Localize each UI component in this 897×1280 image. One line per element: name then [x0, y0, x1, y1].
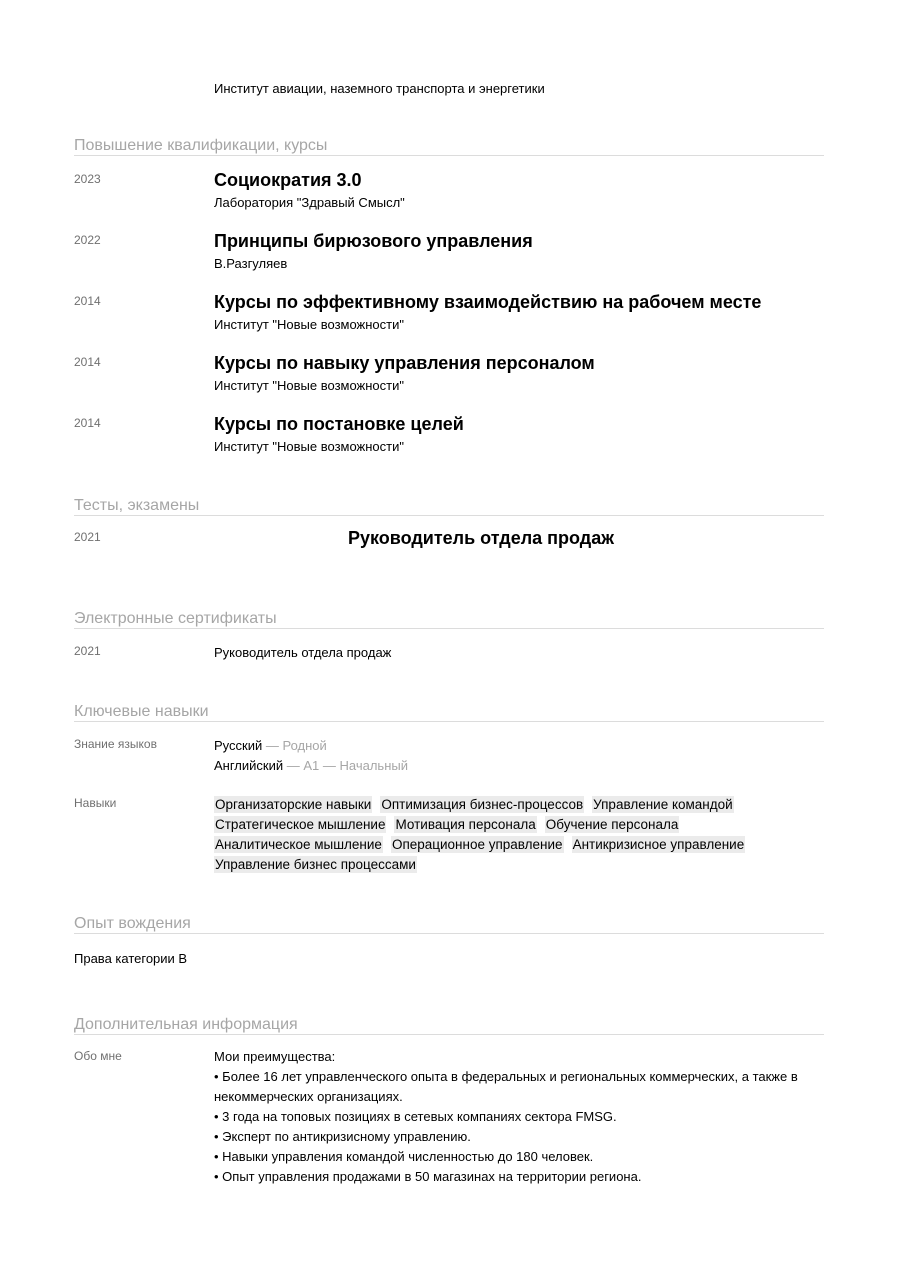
- course-title: Социократия 3.0: [214, 170, 362, 190]
- course-year: 2023: [74, 172, 101, 186]
- course-org: Институт "Новые возможности": [214, 317, 404, 332]
- course-org: В.Разгуляев: [214, 256, 288, 271]
- additional-heading: Дополнительная информация: [74, 1015, 824, 1035]
- tests-heading: Тесты, экзамены: [74, 496, 824, 516]
- education-institute: Институт авиации, наземного транспорта и энергетики: [214, 81, 545, 96]
- certificates-heading: Электронные сертификаты: [74, 609, 824, 629]
- course-org: Институт "Новые возможности": [214, 378, 404, 393]
- course-year: 2014: [74, 294, 101, 308]
- about-label: Обо мне: [74, 1049, 122, 1063]
- courses-heading: Повышение квалификации, курсы: [74, 136, 824, 156]
- course-title: Курсы по постановке целей: [214, 414, 464, 434]
- language-level: — Родной: [265, 738, 327, 753]
- about-line: • 3 года на топовых позициях в сетевых компаниях сектора FMSG.: [214, 1109, 617, 1124]
- course-org: Институт "Новые возможности": [214, 439, 404, 454]
- skills-heading: Ключевые навыки: [74, 702, 824, 722]
- about-line: • Опыт управления продажами в 50 магазинах на территории региона.: [214, 1169, 642, 1184]
- language-name: Русский: [214, 738, 263, 753]
- test-title: Руководитель отдела продаж: [347, 528, 614, 548]
- skill-tag: Организаторские навыки: [215, 797, 372, 812]
- test-year: 2021: [74, 530, 101, 544]
- skill-tag: Аналитическое мышление: [215, 837, 382, 852]
- about-line: • Эксперт по антикризисному управлению.: [214, 1129, 471, 1144]
- course-title: Принципы бирюзового управления: [214, 231, 533, 251]
- course-year: 2014: [74, 355, 101, 369]
- certificate-title: Руководитель отдела продаж: [214, 645, 392, 660]
- language-item: [214, 758, 408, 774]
- course-year: 2022: [74, 233, 101, 247]
- about-line: • Более 16 лет управленческого опыта в федеральных и региональных коммерческих, а также в некоммерческих организациях.: [214, 1069, 798, 1104]
- language-name: Английский: [214, 758, 284, 773]
- skill-tag: Мотивация персонала: [395, 817, 536, 832]
- course-title: Курсы по эффективному взаимодействию на рабочем месте: [214, 292, 762, 312]
- skill-tag: Антикризисное управление: [572, 837, 745, 852]
- about-line: • Навыки управления командой численностью до 180 человек.: [214, 1149, 594, 1164]
- about-line: Мои преимущества:: [214, 1049, 336, 1064]
- skills-label: Навыки: [74, 796, 117, 810]
- skill-tag: Управление бизнес процессами: [215, 857, 416, 872]
- language-item: [214, 738, 327, 754]
- language-level: — A1 — Начальный: [286, 758, 408, 773]
- course-year: 2014: [74, 416, 101, 430]
- skill-tag: Операционное управление: [391, 837, 563, 852]
- driving-license: Права категории B: [74, 951, 188, 966]
- skill-tags: [214, 795, 814, 875]
- certificate-year: 2021: [74, 644, 101, 658]
- about-text: [214, 1047, 814, 1187]
- languages-label: Знание языков: [74, 737, 157, 751]
- course-title: Курсы по навыку управления персоналом: [214, 353, 595, 373]
- course-org: Лаборатория "Здравый Смысл": [214, 195, 405, 210]
- driving-heading: Опыт вождения: [74, 914, 824, 934]
- skill-tag: Управление командой: [593, 797, 733, 812]
- skill-tag: Оптимизация бизнес-процессов: [381, 797, 584, 812]
- skill-tag: Стратегическое мышление: [215, 817, 386, 832]
- skill-tag: Обучение персонала: [545, 817, 679, 832]
